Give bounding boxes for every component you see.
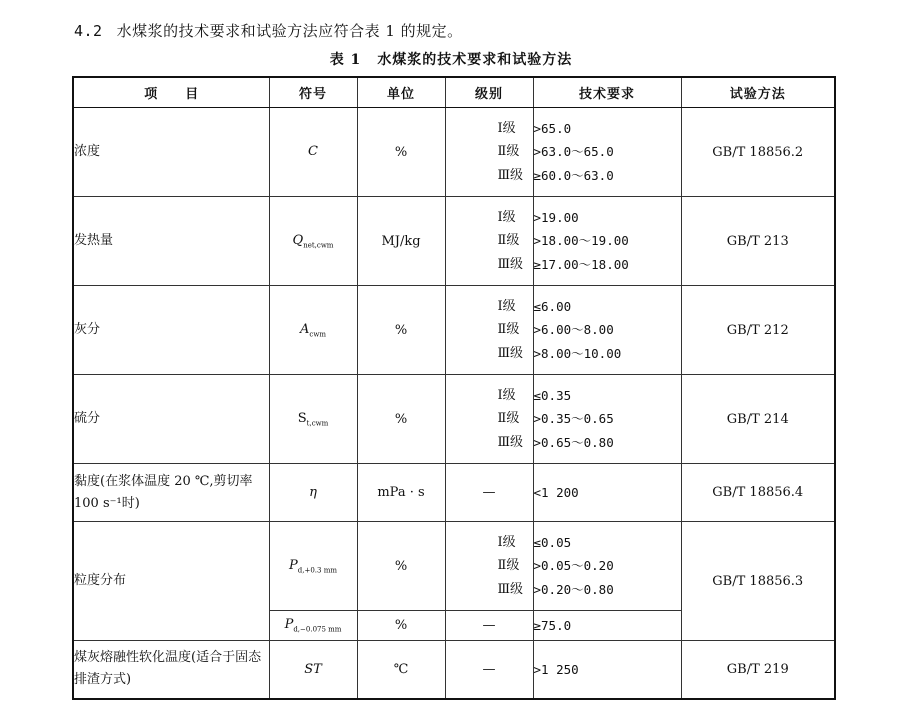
row-method: GB/T 213 bbox=[681, 197, 835, 286]
row-method: GB/T 18856.2 bbox=[681, 108, 835, 197]
header-grade: 级别 bbox=[445, 77, 533, 108]
requirement-value: <1 200 bbox=[533, 464, 681, 522]
row-unit: % bbox=[357, 108, 445, 197]
row-item: 发热量 bbox=[73, 197, 269, 286]
section-text: 水煤浆的技术要求和试验方法应符合表 1 的规定。 bbox=[116, 22, 463, 40]
requirement-value: >18.00～19.00 bbox=[533, 233, 629, 249]
row-unit: % bbox=[357, 522, 445, 611]
header-item: 项目 bbox=[73, 77, 269, 108]
row-method: GB/T 18856.4 bbox=[681, 464, 835, 522]
grade-label: Ⅰ级 bbox=[497, 534, 516, 550]
requirement-value: >65.0 bbox=[533, 120, 572, 136]
spec-table bbox=[72, 76, 836, 700]
grade-label: Ⅰ级 bbox=[497, 387, 516, 403]
grade-label: Ⅱ级 bbox=[497, 144, 520, 160]
row-symbol: $P_{d,+0.3 mm}$ bbox=[269, 522, 357, 611]
row-grade: — bbox=[445, 641, 533, 699]
row-item: 粒度分布 bbox=[73, 522, 269, 641]
row-grades bbox=[445, 197, 533, 286]
header-method: 试验方法 bbox=[681, 77, 835, 108]
row-grades bbox=[445, 108, 533, 197]
table-caption-number: 表 1 bbox=[329, 52, 362, 68]
requirement-value: >0.05～0.20 bbox=[533, 558, 614, 574]
row-symbol: $P_{d,-0.075 mm}$ bbox=[269, 611, 357, 641]
requirement-value: >1 250 bbox=[533, 641, 681, 699]
requirement-value: >63.0～65.0 bbox=[533, 144, 614, 160]
grade-label: Ⅱ级 bbox=[497, 558, 520, 574]
row-unit: mPa · s bbox=[357, 464, 445, 522]
row-item: 煤灰熔融性软化温度(适合于固态排渣方式) bbox=[73, 641, 269, 699]
grade-label: Ⅲ级 bbox=[497, 434, 524, 450]
grade-label: Ⅲ级 bbox=[497, 167, 524, 183]
row-grade: — bbox=[445, 464, 533, 522]
requirement-value: ≥17.00～18.00 bbox=[533, 256, 629, 272]
section-number: 4.2 bbox=[74, 22, 103, 40]
row-method: GB/T 212 bbox=[681, 286, 835, 375]
row-symbol: $S_{t,cwm}$ bbox=[269, 375, 357, 464]
row-item: 灰分 bbox=[73, 286, 269, 375]
row-unit: MJ/kg bbox=[357, 197, 445, 286]
row-requirements bbox=[533, 375, 681, 464]
row-symbol: $Q_{net,cwm}$ bbox=[269, 197, 357, 286]
requirement-value: ≤0.05 bbox=[533, 534, 572, 550]
table-row bbox=[73, 464, 835, 522]
table-row bbox=[73, 522, 835, 611]
row-grades bbox=[445, 375, 533, 464]
row-unit: ℃ bbox=[357, 641, 445, 699]
table-row bbox=[73, 108, 835, 197]
row-symbol: C bbox=[269, 108, 357, 197]
row-unit: % bbox=[357, 611, 445, 641]
row-requirements bbox=[533, 197, 681, 286]
header-requirement: 技术要求 bbox=[533, 77, 681, 108]
grade-label: Ⅲ级 bbox=[497, 581, 524, 597]
requirement-value: ≤0.35 bbox=[533, 387, 572, 403]
row-requirements bbox=[533, 286, 681, 375]
row-grades bbox=[445, 286, 533, 375]
row-symbol: $A_{cwm}$ bbox=[269, 286, 357, 375]
table-row bbox=[73, 641, 835, 699]
requirement-value: ≥75.0 bbox=[533, 611, 681, 641]
row-grades bbox=[445, 522, 533, 611]
requirement-value: >19.00 bbox=[533, 209, 579, 225]
table-caption-text: 水煤浆的技术要求和试验方法 bbox=[377, 52, 573, 68]
row-symbol: η bbox=[269, 464, 357, 522]
grade-label: Ⅱ级 bbox=[497, 411, 520, 427]
row-grade: — bbox=[445, 611, 533, 641]
requirement-value: >0.35～0.65 bbox=[533, 411, 614, 427]
row-method: GB/T 219 bbox=[681, 641, 835, 699]
row-symbol: ST bbox=[269, 641, 357, 699]
requirement-value: ≤6.00 bbox=[533, 298, 572, 314]
table-header-row bbox=[73, 77, 835, 108]
header-unit: 单位 bbox=[357, 77, 445, 108]
row-item: 黏度(在浆体温度 20 ℃,剪切率 100 s⁻¹时) bbox=[73, 464, 269, 522]
requirement-value: >0.65～0.80 bbox=[533, 434, 614, 450]
row-method: GB/T 214 bbox=[681, 375, 835, 464]
grade-label: Ⅲ级 bbox=[497, 256, 524, 272]
requirement-value: >0.20～0.80 bbox=[533, 581, 614, 597]
section-heading bbox=[74, 20, 463, 41]
grade-label: Ⅲ级 bbox=[497, 345, 524, 361]
table-row bbox=[73, 375, 835, 464]
grade-label: Ⅱ级 bbox=[497, 233, 520, 249]
requirement-value: >8.00～10.00 bbox=[533, 345, 622, 361]
row-requirements bbox=[533, 108, 681, 197]
requirement-value: ≥60.0～63.0 bbox=[533, 167, 614, 183]
table-row bbox=[73, 197, 835, 286]
grade-label: Ⅱ级 bbox=[497, 322, 520, 338]
header-symbol: 符号 bbox=[269, 77, 357, 108]
row-unit: % bbox=[357, 375, 445, 464]
grade-label: Ⅰ级 bbox=[497, 298, 516, 314]
row-unit: % bbox=[357, 286, 445, 375]
row-method: GB/T 18856.3 bbox=[681, 522, 835, 641]
grade-label: Ⅰ级 bbox=[497, 209, 516, 225]
row-requirements bbox=[533, 522, 681, 611]
requirement-value: >6.00～8.00 bbox=[533, 322, 614, 338]
table-row bbox=[73, 286, 835, 375]
grade-label: Ⅰ级 bbox=[497, 120, 516, 136]
row-item: 硫分 bbox=[73, 375, 269, 464]
table-caption bbox=[0, 49, 902, 69]
row-item: 浓度 bbox=[73, 108, 269, 197]
